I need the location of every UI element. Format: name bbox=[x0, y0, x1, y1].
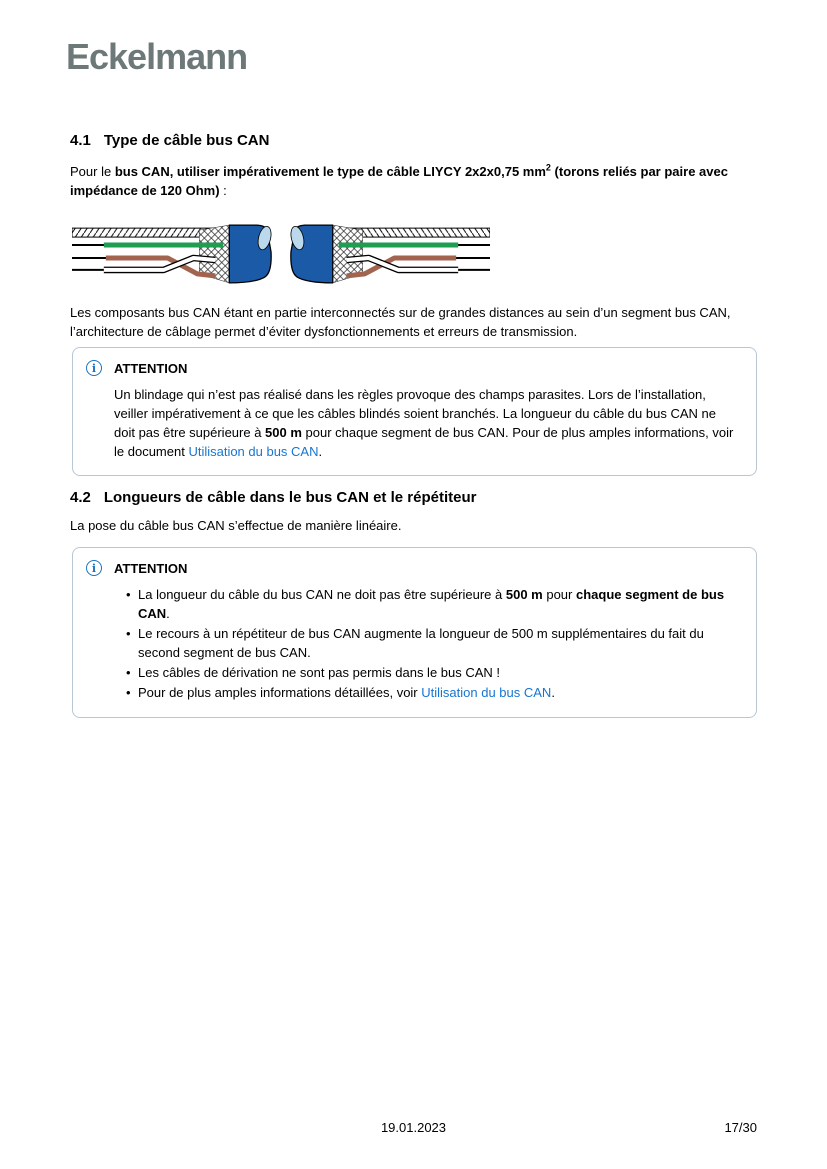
text-segment-bold: 500 m bbox=[505, 587, 543, 602]
link-utilisation-du-bus-can[interactable]: Utilisation du bus CAN bbox=[188, 444, 319, 459]
text-segment: : bbox=[219, 183, 227, 198]
text-segment: . bbox=[318, 444, 323, 459]
superscript-2: 2 bbox=[545, 162, 551, 173]
text-segment: . bbox=[166, 606, 170, 621]
text-segment: Un blindage qui n’est pas réalisé dans les règles provoque des champs parasites. Lors de l’installation, veiller impérativement à ce que les câbles blindés soient branchés. La longueur du câble du bus CAN ne doit pas être supérieure à bbox=[114, 387, 716, 440]
attention-header bbox=[86, 560, 740, 576]
text-segment: . bbox=[551, 685, 555, 700]
footer-page-number: 17/30 bbox=[724, 1120, 757, 1135]
text-segment: Pour de plus amples informations détaillées, voir bbox=[138, 685, 422, 700]
text-segment: La longueur du câble du bus CAN ne doit pas être supérieure à bbox=[138, 587, 506, 602]
attention-header bbox=[86, 360, 740, 376]
footer-date: 19.01.2023 bbox=[380, 1120, 447, 1135]
section-42-title: Longueurs de câble dans le bus CAN et le répétiteur bbox=[103, 489, 477, 506]
text-segment: pour chaque segment de bus CAN. Pour de plus amples informations, voir le document bbox=[114, 425, 734, 459]
attention-box-cable-lengths bbox=[72, 547, 757, 718]
info-icon: i bbox=[86, 360, 102, 376]
text-segment: Pour le bbox=[70, 164, 115, 179]
section-42-heading bbox=[70, 489, 476, 506]
list-item bbox=[138, 624, 740, 662]
list-item bbox=[138, 585, 740, 623]
text-segment: Le recours à un répétiteur de bus CAN augmente la longueur de 500 m supplémentaires du fait du second segment de bus CAN. bbox=[138, 626, 704, 660]
info-icon: i bbox=[86, 560, 102, 576]
section-41-number: 4.1 bbox=[70, 132, 91, 149]
section-41-description: Les composants bus CAN étant en partie interconnectés sur de grandes distances au sein d’un segment bus CAN, l’architecture de câblage permet d’éviter dysfonctionnements et erreurs de transmission. bbox=[70, 305, 731, 339]
list-item bbox=[138, 683, 740, 702]
attention-label: ATTENTION bbox=[114, 560, 188, 576]
section-41-intro-paragraph bbox=[70, 162, 760, 200]
text-segment-bold: 500 m bbox=[265, 425, 302, 440]
text-segment-bold: (torons reliés par paire avec impédance de 120 Ohm) bbox=[70, 164, 728, 198]
attention-label: ATTENTION bbox=[114, 360, 188, 376]
can-cable-illustration bbox=[72, 224, 490, 284]
section-42-intro-paragraph: La pose du câble bus CAN s’effectue de manière linéaire. bbox=[70, 518, 402, 533]
attention-bullet-list bbox=[86, 585, 740, 702]
text-segment-bold: chaque segment de bus CAN bbox=[138, 587, 725, 621]
company-logo: Eckelmann bbox=[66, 36, 248, 77]
text-segment: Les câbles de dérivation ne sont pas permis dans le bus CAN ! bbox=[138, 665, 501, 680]
text-segment-bold: bus CAN, utiliser impérativement le type de câble LIYCY 2x2x0,75 mm bbox=[114, 164, 546, 179]
section-42-number: 4.2 bbox=[70, 489, 91, 506]
link-utilisation-du-bus-can[interactable]: Utilisation du bus CAN bbox=[421, 685, 552, 700]
text-segment: pour bbox=[542, 587, 576, 602]
attention-body bbox=[114, 385, 740, 461]
list-item bbox=[138, 663, 740, 682]
section-41-heading bbox=[70, 132, 269, 149]
section-41-title: Type de câble bus CAN bbox=[103, 132, 270, 149]
attention-box-shielding bbox=[72, 347, 757, 476]
